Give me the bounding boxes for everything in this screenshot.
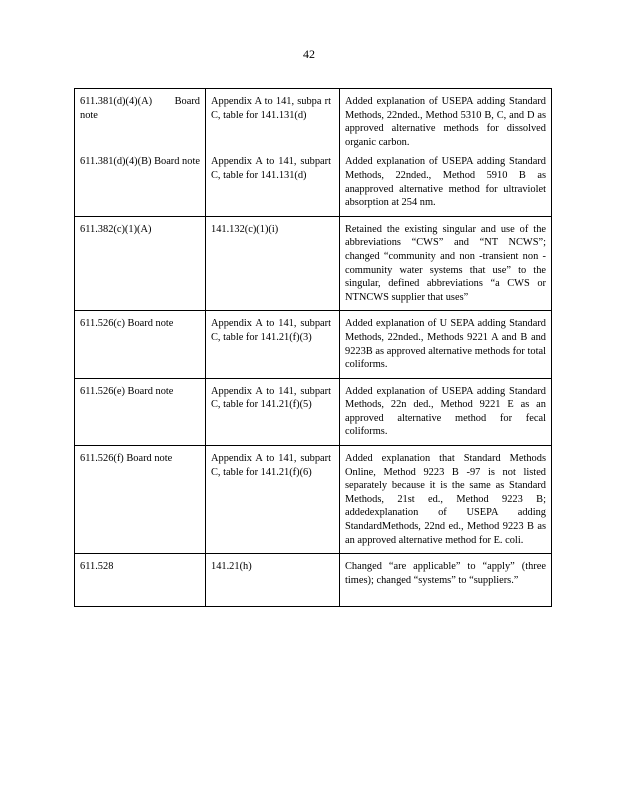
change-cell <box>340 446 552 554</box>
cfr-text: Appendix A to 141, subpart C, table for 141.131(d) <box>211 156 331 181</box>
cfr-text: Appendix A to 141, subpart C, table for 141.21(f)(3) <box>211 318 331 343</box>
section-text: 611.526(c) Board note <box>80 318 174 330</box>
cfr-cell <box>206 446 340 554</box>
page-number: 42 <box>303 47 315 61</box>
cfr-cell <box>206 378 340 445</box>
section-cell <box>75 216 206 311</box>
change-text: Added explanation of USEPA adding Standard Methods, 22n ded., Method 9221 E as an approved alternative method for fecal coliforms. <box>345 385 546 438</box>
table-row <box>75 216 552 311</box>
table-row <box>75 89 552 152</box>
change-cell <box>340 151 552 216</box>
section-text: 611.381(d)(4)(A) Board note <box>80 96 200 121</box>
change-cell <box>340 216 552 311</box>
cfr-cell <box>206 216 340 311</box>
table-row <box>75 151 552 216</box>
section-text: 611.381(d)(4)(B) Board note <box>80 156 200 168</box>
section-text: 611.526(e) Board note <box>80 385 174 397</box>
change-text: Added explanation of USEPA adding Standard Methods, 22nded., Method 5910 B as anapproved alternative method for ultraviolet absorption at 254 nm. <box>345 156 546 209</box>
section-text: 611.526(f) Board note <box>80 453 173 465</box>
section-cell <box>75 446 206 554</box>
cfr-text: Appendix A to 141, subpart C, table for 141.21(f)(5) <box>211 385 331 411</box>
change-text: Retained the existing singular and use of the abbreviations “CWS” and “NT NCWS”; changed “community and non -transient non -community water systems that use” to the singular, defined abbreviations “a CWS or NTNCWS supplier that uses” <box>345 223 546 303</box>
cfr-text: 141.132(c)(1)(i) <box>211 223 279 235</box>
cfr-cell <box>206 151 340 216</box>
change-cell <box>340 89 552 152</box>
section-text: 611.382(c)(1)(A) <box>80 223 152 235</box>
change-cell <box>340 311 552 378</box>
table-row <box>75 311 552 378</box>
table-row <box>75 378 552 445</box>
cfr-text: Appendix A to 141, subpart C, table for 141.21(f)(6) <box>211 453 331 478</box>
change-text: Added explanation of USEPA adding Standard Methods, 22nded., Method 5310 B, C, and D as approved alternative methods for dissolved organic carbon. <box>345 96 546 148</box>
change-text: Added explanation that Standard Methods Online, Method 9223 B -97 is not listed separately because it is the same as Standard Methods, 21st ed., Method 9223 B; addedexplanation of USEPA adding StandardMethods, 22nd ed., Method 9223 B as an approved alternative method for E. coli. <box>345 453 546 546</box>
section-cell <box>75 311 206 378</box>
section-cell <box>75 378 206 445</box>
section-cell <box>75 89 206 152</box>
cfr-text: 141.21(h) <box>211 561 252 573</box>
table-row <box>75 446 552 554</box>
change-cell <box>340 554 552 607</box>
amendments-table <box>74 88 552 607</box>
cfr-cell <box>206 311 340 378</box>
table-row <box>75 554 552 607</box>
change-text: Added explanation of U SEPA adding Standard Methods, 22nded., Methods 9221 A and B and 9223B as approved alternative methods for total coliforms. <box>345 318 546 371</box>
section-cell <box>75 554 206 607</box>
section-text: 611.528 <box>80 561 114 573</box>
section-cell <box>75 151 206 216</box>
cfr-text: Appendix A to 141, subpa rt C, table for 141.131(d) <box>211 96 331 121</box>
cfr-cell <box>206 89 340 152</box>
change-cell <box>340 378 552 445</box>
change-text: Changed “are applicable” to “apply” (three times); changed “systems” to “suppliers.” <box>345 561 546 586</box>
cfr-cell <box>206 554 340 607</box>
